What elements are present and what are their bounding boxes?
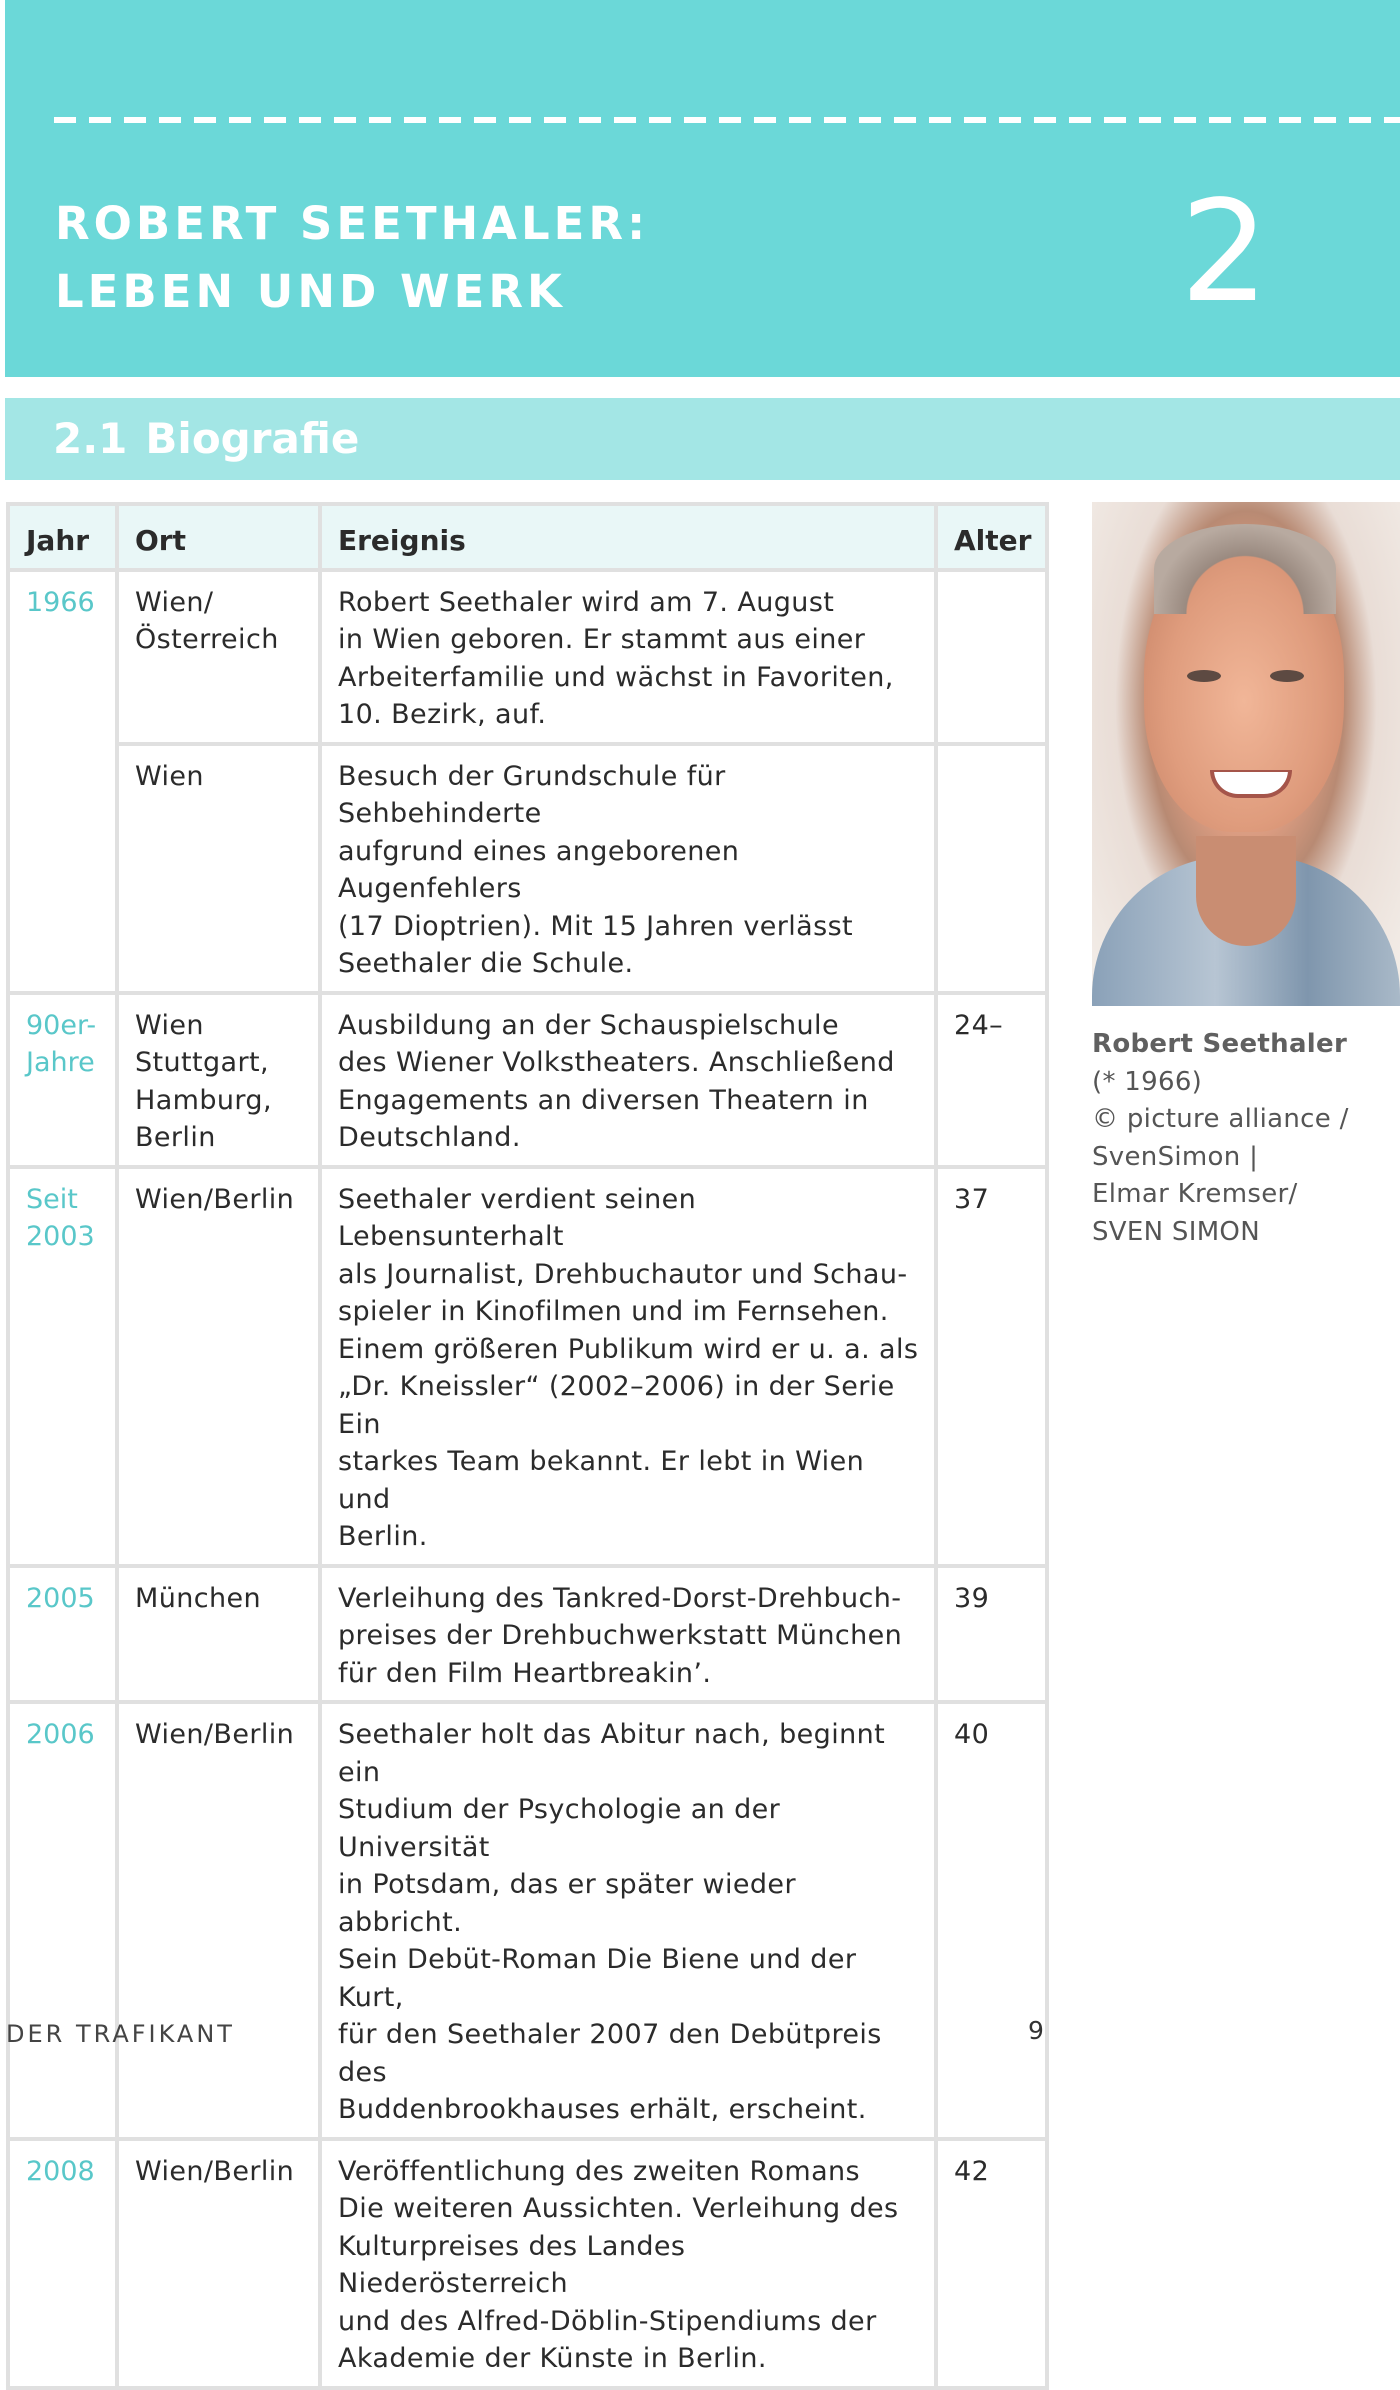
event-text: Sein Debüt-Roman Die Biene und der Kurt,	[338, 1944, 857, 2013]
event-cell	[320, 993, 936, 1167]
chapter-title-line-1: ROBERT SEETHALER:	[55, 197, 650, 250]
place-cell	[117, 1566, 320, 1703]
footer-book-title: DER TRAFIKANT	[6, 2020, 235, 2048]
year-cell	[8, 570, 117, 993]
table-row	[8, 993, 1047, 1167]
place-text: Stuttgart,	[135, 1047, 269, 1078]
chapter-title	[55, 190, 649, 326]
table-row	[8, 1566, 1047, 1703]
year-text: 2006	[26, 1719, 95, 1750]
event-text: Berlin.	[338, 1521, 428, 1552]
event-text: für den Seethaler 2007 den Debütpreis des	[338, 2019, 882, 2088]
age-cell: 39	[936, 1566, 1047, 1703]
year-cell	[8, 1566, 117, 1703]
event-text: aufgrund eines angeborenen Augenfehlers	[338, 835, 740, 904]
place-text: Wien/	[135, 586, 214, 618]
column-header-year: Jahr	[8, 504, 117, 570]
year-text: 2008	[26, 2155, 95, 2187]
event-text: Seethaler die Schule.	[338, 948, 634, 979]
event-text: und des Alfred-Döblin-Stipendiums der	[338, 2305, 877, 2337]
column-header-age: Alter	[936, 504, 1047, 570]
event-text: „Dr. Kneissler“ (2002–2006) in der Serie Ein	[338, 1371, 895, 1440]
page-number: 9	[1028, 2016, 1044, 2045]
section-label: Biografie	[145, 414, 360, 463]
age-cell: 40	[936, 1702, 1047, 2139]
chapter-number: 2	[1180, 171, 1270, 334]
section-header	[5, 398, 1400, 480]
author-portrait-photo	[1092, 502, 1400, 1006]
event-text: Verleihung des Tankred-Dorst-Drehbuch-	[338, 1582, 902, 1614]
section-title	[53, 414, 359, 464]
place-text: Hamburg,	[135, 1084, 272, 1116]
caption-line: (* 1966)	[1092, 1066, 1203, 1097]
year-text: 90er-	[26, 1009, 97, 1041]
age-cell: 37	[936, 1167, 1047, 1566]
section-number: 2.1	[53, 414, 128, 463]
chapter-banner	[5, 0, 1400, 377]
column-header-event: Ereignis	[320, 504, 936, 570]
caption-line: SvenSimon |	[1092, 1141, 1259, 1172]
event-text: in Potsdam, das er später wieder abbricht.	[338, 1869, 796, 1938]
year-cell	[8, 993, 117, 1167]
event-text: preises der Drehbuchwerkstatt München	[338, 1620, 903, 1651]
place-text: Wien/Berlin	[135, 1719, 295, 1750]
place-cell	[117, 2139, 320, 2388]
year-cell	[8, 2139, 117, 2388]
table-row	[8, 1167, 1047, 1566]
caption-line: Elmar Kremser/	[1092, 1179, 1298, 1209]
year-text: 2005	[26, 1582, 95, 1614]
place-cell	[117, 1167, 320, 1566]
year-cell	[8, 1702, 117, 2139]
place-cell	[117, 570, 320, 744]
event-text: Einem größeren Publikum wird er u. a. als	[338, 1333, 919, 1365]
event-text: Kulturpreises des Landes Niederösterreich	[338, 2230, 686, 2299]
year-text: Jahre	[26, 1047, 95, 1078]
caption-name: Robert Seethaler	[1092, 1029, 1348, 1059]
event-text: Arbeiterfamilie und wächst in Favoriten,	[338, 661, 894, 693]
place-text: Österreich	[135, 624, 279, 655]
place-text: Berlin	[135, 1122, 216, 1153]
portrait-hair	[1154, 524, 1336, 614]
place-text: München	[135, 1582, 262, 1614]
event-text: Studium der Psychologie an der Universität	[338, 1794, 781, 1863]
place-text: Wien/Berlin	[135, 1183, 295, 1215]
place-text: Wien/Berlin	[135, 2155, 295, 2187]
event-text: als Journalist, Drehbuchautor und Schau-	[338, 1258, 908, 1290]
event-text: Die weiteren Aussichten. Verleihung des	[338, 2193, 899, 2224]
age-cell: 24–	[936, 993, 1047, 1167]
dashed-divider	[54, 117, 1400, 123]
portrait-eye	[1270, 670, 1304, 682]
table-row	[8, 1702, 1047, 2139]
place-text: Wien	[135, 1009, 204, 1041]
table-row	[8, 2139, 1047, 2388]
event-cell	[320, 744, 936, 993]
event-text: 10. Bezirk, auf.	[338, 699, 547, 730]
event-text: Ausbildung an der Schauspielschule	[338, 1009, 839, 1041]
place-cell	[117, 1702, 320, 2139]
year-cell	[8, 1167, 117, 1566]
event-cell	[320, 1566, 936, 1703]
event-text: Besuch der Grundschule für Sehbehinderte	[338, 760, 726, 829]
event-text: starkes Team bekannt. Er lebt in Wien und	[338, 1446, 865, 1515]
event-text: (17 Dioptrien). Mit 15 Jahren verlässt	[338, 910, 854, 942]
event-cell	[320, 1167, 936, 1566]
event-text: spieler in Kinofilmen und im Fernsehen.	[338, 1296, 889, 1327]
column-header-place: Ort	[117, 504, 320, 570]
event-cell	[320, 2139, 936, 2388]
chapter-title-line-2: LEBEN UND WERK	[55, 265, 566, 318]
place-text: Wien	[135, 760, 204, 792]
place-cell	[117, 744, 320, 993]
caption-line: © picture alliance /	[1092, 1104, 1349, 1134]
caption-line: SVEN SIMON	[1092, 1216, 1260, 1247]
age-cell: 42	[936, 2139, 1047, 2388]
portrait-eye	[1187, 670, 1221, 682]
event-text: Deutschland.	[338, 1122, 521, 1153]
year-text: 2003	[26, 1221, 95, 1252]
event-text: Seethaler verdient seinen Lebensunterhalt	[338, 1183, 697, 1252]
table-row	[8, 570, 1047, 744]
table-row	[8, 744, 1047, 993]
photo-caption	[1092, 1026, 1392, 1251]
year-text: Seit	[26, 1183, 78, 1215]
portrait-neck	[1196, 836, 1296, 946]
event-text: Engagements an diversen Theatern in	[338, 1084, 869, 1116]
event-text: Veröffentlichung des zweiten Romans	[338, 2155, 860, 2187]
event-cell	[320, 1702, 936, 2139]
year-text: 1966	[26, 586, 95, 618]
event-text: Robert Seethaler wird am 7. August	[338, 586, 835, 618]
age-cell	[936, 744, 1047, 993]
event-text: in Wien geboren. Er stammt aus einer	[338, 624, 866, 655]
event-text: des Wiener Volkstheaters. Anschließend	[338, 1047, 895, 1078]
place-cell	[117, 993, 320, 1167]
event-text: für den Film Heartbreakin’.	[338, 1657, 712, 1689]
event-cell	[320, 570, 936, 744]
event-text: Buddenbrookhauses erhält, erscheint.	[338, 2094, 867, 2125]
biography-table	[6, 502, 1049, 2390]
event-text: Akademie der Künste in Berlin.	[338, 2343, 767, 2374]
age-cell	[936, 570, 1047, 744]
table-header-row	[8, 504, 1047, 570]
event-text: Seethaler holt das Abitur nach, beginnt ein	[338, 1719, 886, 1788]
